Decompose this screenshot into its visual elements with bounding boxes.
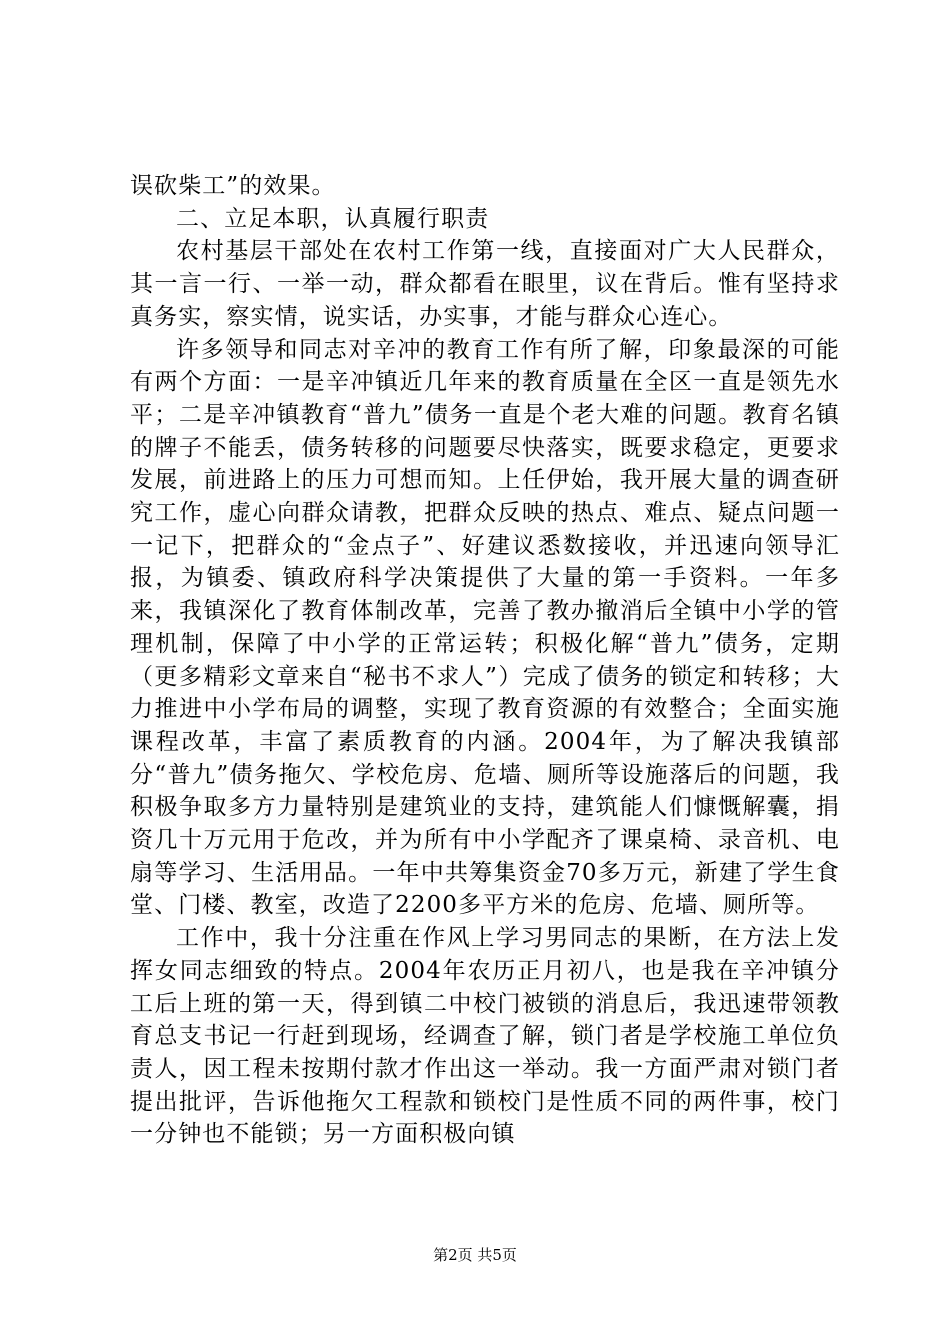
document-body [130, 170, 840, 1151]
section-heading: 二、立足本职，认真履行职责 [176, 205, 490, 232]
paragraph-continuation: 误砍柴工”的效果。 [130, 173, 336, 199]
page-footer: 第2页 共5页 [433, 1246, 517, 1264]
paragraph: 工作中，我十分注重在作风上学习男同志的果断，在方法上发挥女同志细致的特点。2004年农历正月初八，也是我在辛冲镇分工后上班的第一天，得到镇二中校门被锁的消息后，我迅速带领教育总支书记一行赶到现场，经调查了解，锁门者是学校施工单位负责人，因工程未按期付款才作出这一举动。我一方面严肃对锁门者提出批评，告诉他拖欠工程款和锁校门是性质不同的两件事，校门一分钟也不能锁；另一方面积极向镇 [130, 925, 840, 1148]
paragraph: 农村基层干部处在农村工作第一线，直接面对广大人民群众，其一言一行、一举一动，群众都看在眼里，议在背后。惟有坚持求真务实，察实情，说实话，办实事，才能与群众心连心。 [130, 238, 840, 330]
paragraph: 许多领导和同志对辛冲的教育工作有所了解，印象最深的可能有两个方面：一是辛冲镇近几年来的教育质量在全区一直是领先水平；二是辛冲镇教育“普九”债务一直是个老大难的问题。教育名镇的牌子不能丢，债务转移的问题要尽快落实，既要求稳定，更要求发展，前进路上的压力可想而知。上任伊始，我开展大量的调查研究工作，虚心向群众请教，把群众反映的热点、难点、疑点问题一一记下，把群众的“金点子”、好建议悉数接收，并迅速向领导汇报，为镇委、镇政府科学决策提供了大量的第一手资料。一年多来，我镇深化了教育体制改革，完善了教办撤消后全镇中小学的管理机制，保障了中小学的正常运转；积极化解“普九”债务，定期（更多精彩文章来自“秘书不求人”）完成了债务的锁定和转移；大力推进中小学布局的调整，实现了教育资源的有效整合；全面实施课程改革，丰富了素质教育的内涵。2004年，为了解决我镇部分“普九”债务拖欠、学校危房、危墙、厕所等设施落后的问题，我积极争取多方力量特别是建筑业的支持，建筑能人们慷慨解囊，捐资几十万元用于危改，并为所有中小学配齐了课桌椅、录音机、电扇等学习、生活用品。一年中共筹集资金70多万元，新建了学生食堂、门楼、教室，改造了2200多平方米的危房、危墙、厕所等。 [130, 336, 840, 919]
